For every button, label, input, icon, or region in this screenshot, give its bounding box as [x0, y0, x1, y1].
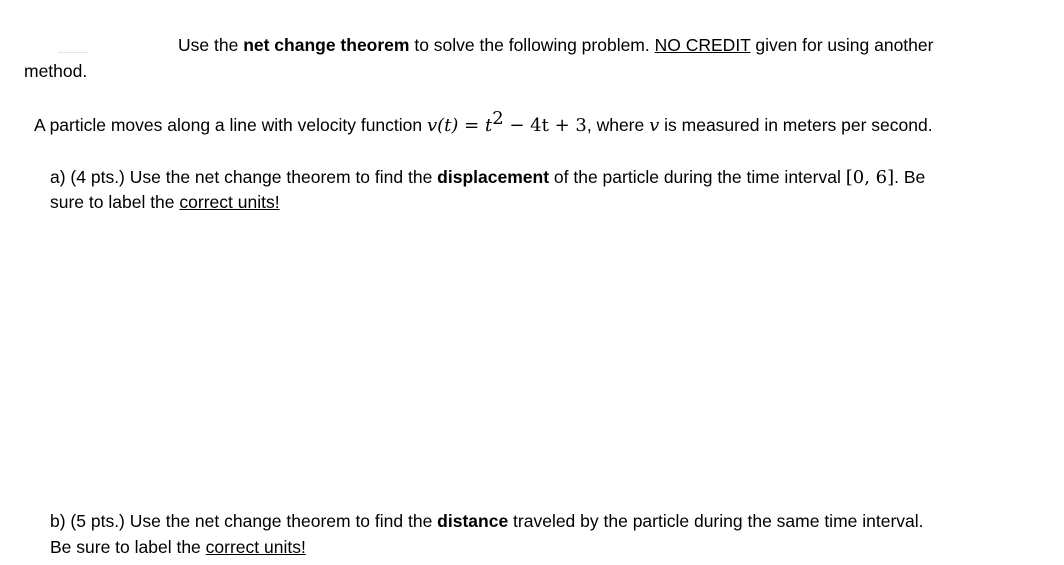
part-a-mid: of the particle during the time interval [549, 167, 846, 187]
part-b-correct-units: correct units! [205, 537, 306, 557]
problem-text-pre: A particle moves along a line with velocity function [34, 115, 427, 135]
instruction-line-2 [24, 60, 87, 82]
part-a-line-1 [50, 166, 925, 189]
instruction-method: method. [24, 61, 88, 81]
problem-statement [34, 108, 933, 137]
function-exponent: 2 [492, 108, 504, 129]
part-a-end: . Be [894, 167, 926, 187]
part-a-label: a) (4 pts.) Use the net change theorem to find the [50, 167, 438, 187]
instruction-text-pre: Use the [178, 35, 244, 55]
velocity-variable: v [649, 115, 660, 136]
part-b-mid: traveled by the particle during the same time interval. [508, 511, 924, 531]
instruction-bold-theorem: net change theorem [243, 35, 410, 55]
part-a-correct-units: correct units! [179, 192, 280, 212]
problem-text-mid: , where [586, 115, 650, 135]
equals-sign: = [458, 115, 485, 136]
part-a-interval: [0, 6] [845, 167, 895, 188]
no-credit-underlined: NO CREDIT [654, 35, 751, 55]
part-b-bold-distance: distance [437, 511, 509, 531]
instruction-line-1 [178, 34, 933, 56]
instruction-text-post: given for using another [750, 35, 934, 55]
part-a-line-2 [50, 191, 280, 213]
part-b-line-1 [50, 510, 924, 532]
function-rest: − 4t + 3 [503, 115, 587, 136]
part-b-line-2 [50, 536, 306, 558]
function-t: t [484, 115, 493, 136]
problem-text-post: is measured in meters per second. [659, 115, 933, 135]
part-a-line2-pre: sure to label the [50, 192, 180, 212]
part-a-bold-displacement: displacement [437, 167, 550, 187]
part-b-label: b) (5 pts.) Use the net change theorem to find the [50, 511, 438, 531]
instruction-text-mid: to solve the following problem. [409, 35, 655, 55]
velocity-function-lhs: v(t) [426, 115, 459, 136]
part-b-line2-pre: Be sure to label the [50, 537, 206, 557]
faint-scan-mark [58, 52, 88, 53]
